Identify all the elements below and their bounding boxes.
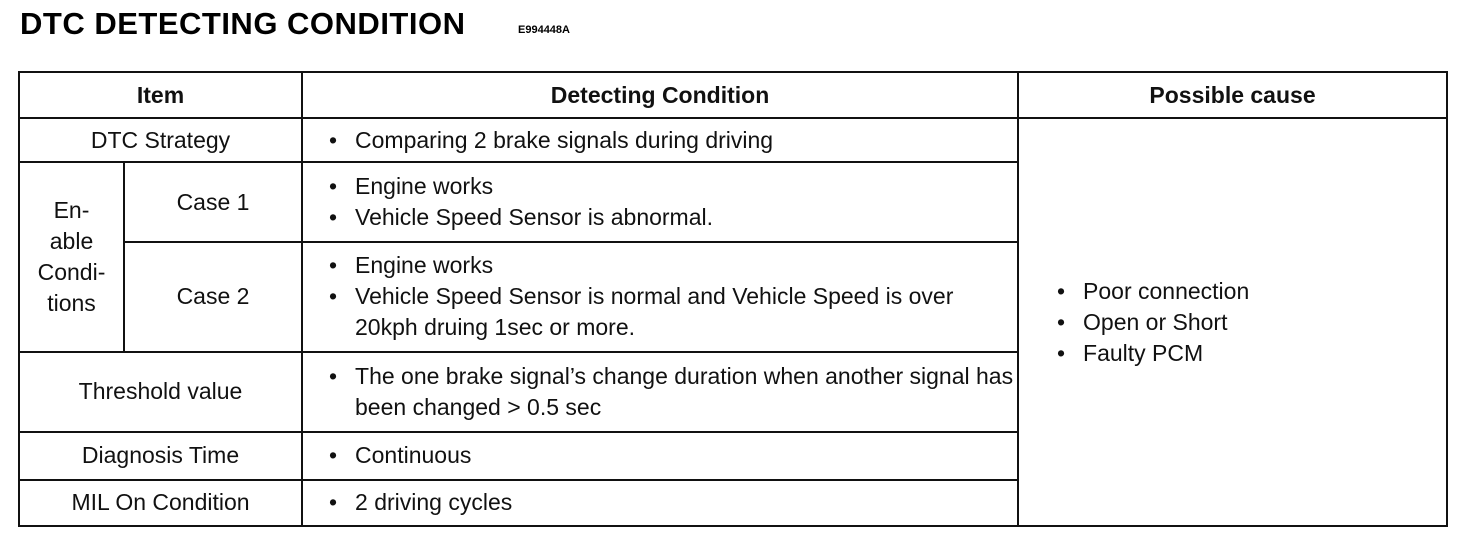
table-row xyxy=(19,118,1447,162)
dtc-table xyxy=(18,71,1448,527)
list-item: • Continuous xyxy=(329,440,1017,471)
header-row xyxy=(19,72,1447,118)
strategy-conditions xyxy=(302,118,1018,162)
page-title: DTC DETECTING CONDITION xyxy=(20,6,466,41)
mil-conditions xyxy=(302,480,1018,526)
figure-code: E994448A xyxy=(518,24,570,36)
strategy-label: DTC Strategy xyxy=(19,118,302,162)
threshold-conditions xyxy=(302,352,1018,431)
list-item: • Engine works xyxy=(329,171,1017,202)
list-item: • Comparing 2 brake signals during driving xyxy=(329,125,1017,156)
list-item: • Vehicle Speed Sensor is abnormal. xyxy=(329,202,1017,233)
item-header: Item xyxy=(19,72,302,118)
diagnosis-conditions xyxy=(302,432,1018,480)
case1-conditions xyxy=(302,162,1018,241)
list-item: • Poor connection xyxy=(1057,276,1446,307)
condition-header: Detecting Condition xyxy=(302,72,1018,118)
enable-conditions-label: En- able Condi- tions xyxy=(19,162,124,352)
case1-label: Case 1 xyxy=(124,162,302,241)
mil-label: MIL On Condition xyxy=(19,480,302,526)
list-item: • Engine works xyxy=(329,250,1017,281)
possible-cause-cell xyxy=(1018,118,1447,526)
cause-header: Possible cause xyxy=(1018,72,1447,118)
list-item: • 2 driving cycles xyxy=(329,487,1017,518)
diagnosis-label: Diagnosis Time xyxy=(19,432,302,480)
threshold-label: Threshold value xyxy=(19,352,302,431)
list-item: • Faulty PCM xyxy=(1057,338,1446,369)
list-item: • Vehicle Speed Sensor is normal and Vehicle Speed is over 20kph druing 1sec or more. xyxy=(329,281,1017,343)
list-item: • The one brake signal’s change duration when another signal has been changed > 0.5 sec xyxy=(329,361,1017,423)
list-item: • Open or Short xyxy=(1057,307,1446,338)
case2-conditions xyxy=(302,242,1018,352)
case2-label: Case 2 xyxy=(124,242,302,352)
